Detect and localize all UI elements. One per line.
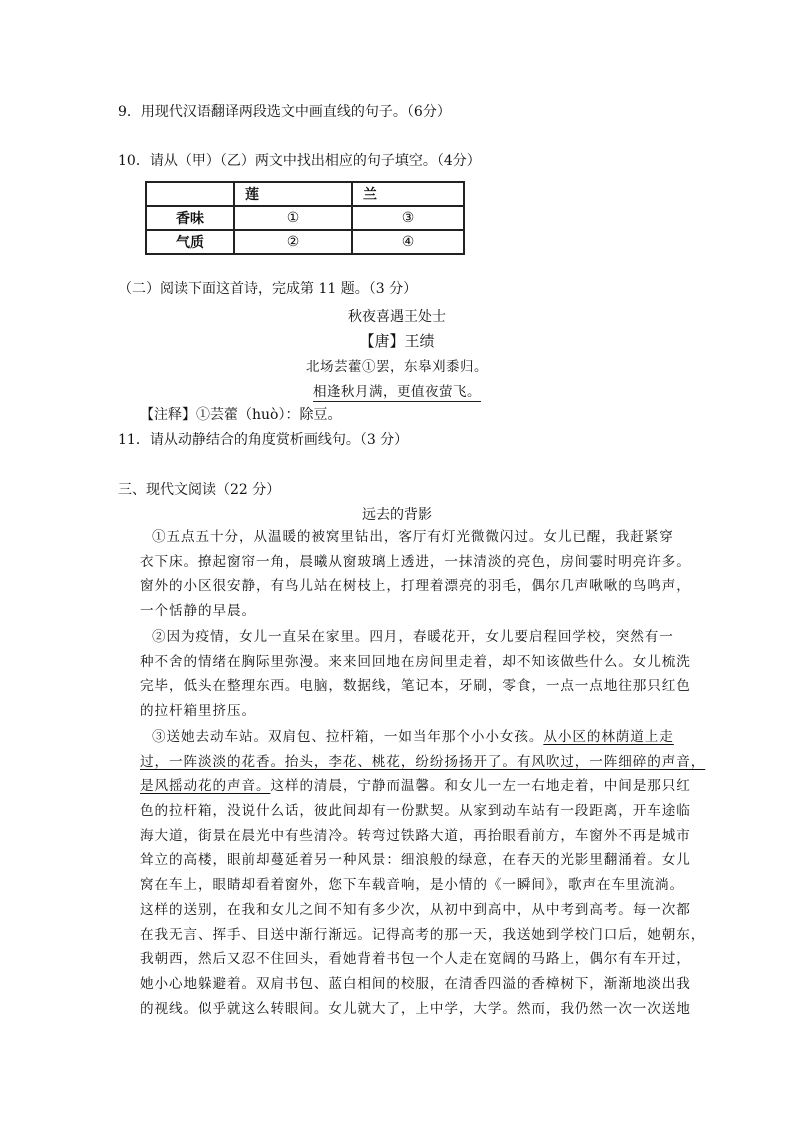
text-line — [152, 725, 682, 750]
text-line: 种不舍的情绪在胸际里弥漫。来来回回地在房间里走着，却不知该做些什么。女儿梳洗 — [140, 653, 691, 670]
text-line: 耸立的高楼，眼前却蔓延着另一种风景：细浪般的绿意，在春天的光影里翻涌着。女儿 — [140, 852, 691, 869]
essay-paragraph-3 — [140, 725, 706, 1021]
table-corner-cell — [146, 182, 234, 206]
table-header-orchid: 兰 — [352, 182, 464, 206]
poem-line-2-underlined: 相逢秋月满，更值夜萤飞。 — [313, 384, 481, 400]
text-line: 海大道，街景在晨光中有些清冷。转弯过铁路大道，再抬眼看前方，车窗外不再是城市 — [140, 827, 691, 844]
poem-note: 【注释】①芸藿（huò）：除豆。 — [140, 407, 342, 423]
question-10: 10．请从（甲）（乙）两文中找出相应的句子填空。（4分） — [118, 153, 481, 169]
underlined-sentence: 是风摇动花的声音。 — [140, 778, 271, 795]
table-row — [146, 206, 464, 230]
text-line: 一个恬静的早晨。 — [140, 603, 256, 620]
section-2-heading: （二）阅读下面这首诗，完成第 11 题。（3 分） — [118, 281, 418, 297]
text-line: 我朝西，然后又忍不住回头，看她背着书包一个人走在宽阔的马路上，偶尔有车开过， — [140, 951, 691, 968]
question-9: 9．用现代汉语翻译两段选文中画直线的句子。（6分） — [118, 104, 451, 120]
lotus-orchid-table — [145, 181, 465, 255]
text-line: 她小心地躲避着。双肩书包、蓝白相间的校服，在清香四溢的香樟树下，渐渐地淡出我 — [140, 975, 691, 992]
table-row-label: 香味 — [146, 206, 234, 230]
text-line: 在我无言、挥手、目送中渐行渐远。记得高考的那一天，我送她到学校门口后，她朝东， — [140, 926, 706, 943]
underlined-sentence: 从小区的林荫道上走 — [543, 729, 674, 745]
essay-title: 远去的背影 — [362, 507, 432, 523]
text-line — [140, 750, 706, 775]
poem-title: 秋夜喜遇王处士 — [348, 309, 446, 325]
text-line: 窗外的小区很安静，有鸟儿站在树枝上，打理着漂亮的羽毛，偶尔几声啾啾的鸟鸣声， — [140, 578, 691, 595]
table-cell: ③ — [352, 206, 464, 230]
text-line: 窝在车上，眼睛却看着窗外，您下车载音响，是小情的《一瞬间》，歌声在车里流淌。 — [140, 877, 684, 894]
poem-author: 【唐】王绩 — [359, 332, 435, 350]
table-cell: ④ — [352, 230, 464, 254]
essay-paragraph-2 — [140, 625, 691, 724]
text-line: 的拉杆箱里挤压。 — [140, 703, 256, 720]
table-cell: ② — [234, 230, 352, 254]
poem-line-1: 北场芸藿①罢，东皋刈黍归。 — [306, 359, 488, 375]
text-line — [140, 774, 691, 799]
table-row-label: 气质 — [146, 230, 234, 254]
section-3-heading: 三、现代文阅读（22 分） — [118, 482, 281, 498]
text-line: 这样的送别，在我和女儿之间不知有多少次，从初中到高中，从中考到高考。每一次都 — [140, 901, 691, 918]
table-row — [146, 230, 464, 254]
table-header-row — [146, 182, 464, 206]
text-line: ②因为疫情，女儿一直呆在家里。四月，春暖花开，女儿要启程回学校，突然有一 — [152, 629, 674, 645]
question-11: 11．请从动静结合的角度赏析画线句。（3 分） — [118, 432, 409, 448]
text-line: 的视线。似乎就这么转眼间。女儿就大了，上中学，大学。然而，我仍然一次一次送地 — [140, 1000, 691, 1017]
table-header-lotus: 莲 — [234, 182, 352, 206]
underlined-sentence: 过，一阵淡淡的花香。抬头，李花、桃花，纷纷扬扬开了。有风吹过，一阵细碎的声音， — [140, 753, 706, 770]
text-line: 完毕，低头在整理东西。电脑，数据线，笔记本，牙刷，零食，一点一点地往那只红色 — [140, 678, 691, 695]
essay-paragraph-1 — [140, 525, 691, 624]
text-line: 色的拉杆箱，没说什么话，彼此间却有一份默契。从家到动车站有一段距离，开车途临 — [140, 803, 691, 820]
table-cell: ① — [234, 206, 352, 230]
text-line: 衣下床。撩起窗帘一角，晨曦从窗玻璃上透进，一抹清淡的亮色，房间霎时明亮许多。 — [140, 553, 691, 570]
text-plain: ③送她去动车站。双肩包、拉杆箱，一如当年那个小小女孩。 — [152, 729, 544, 745]
text-plain: 这样的清晨，宁静而温馨。和女儿一左一右地走着，中间是那只红 — [270, 778, 691, 795]
text-line: ①五点五十分，从温暖的被窝里钻出，客厅有灯光微微闪过。女儿已醒，我赶紧穿 — [152, 529, 674, 545]
